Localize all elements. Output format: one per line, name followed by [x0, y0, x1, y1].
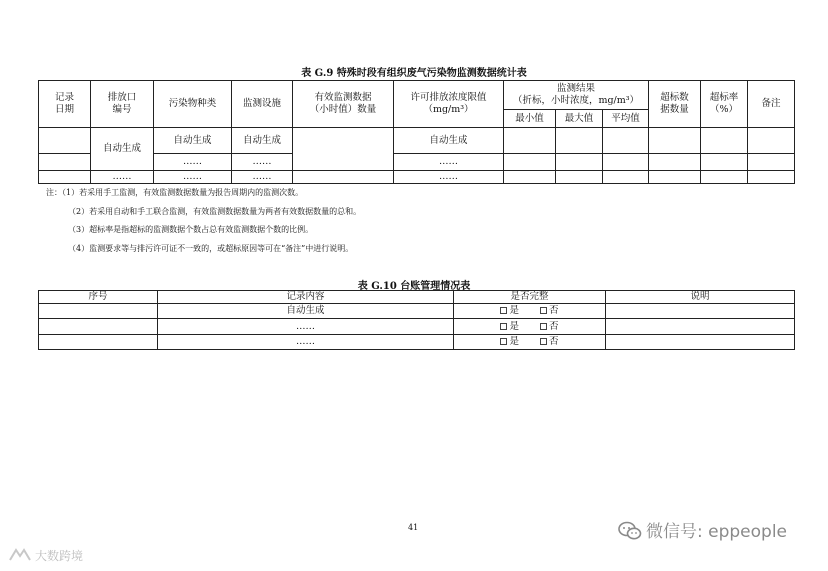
cell-complete: 是 否 [454, 319, 606, 335]
cell-pollutant: 自动生成 [154, 128, 232, 154]
table-g9-caption: 表 G.9 特殊时段有组织废气污染物监测数据统计表 [301, 68, 527, 79]
logo-icon [8, 548, 32, 562]
header-limit: 许可排放浓度限值 （mg/m³） [394, 81, 504, 128]
cell-content: 自动生成 [158, 304, 454, 319]
watermark-wechat: 微信号: eppeople [618, 517, 787, 542]
header-pollutant: 污染物种类 [154, 81, 232, 128]
header-result: 监测结果 （折标，小时浓度，mg/m³） [504, 81, 649, 110]
cell-outlet: 自动生成 [91, 128, 154, 171]
header-outlet: 排放口 编号 [91, 81, 154, 128]
yes-checkbox[interactable] [500, 323, 507, 330]
header-max: 最大值 [556, 110, 603, 128]
note-4: （4）监测要求等与排污许可证不一致的，或超标原因等可在“备注”中进行说明。 [68, 244, 354, 253]
table-row [39, 335, 795, 350]
yes-checkbox[interactable] [500, 338, 507, 345]
header-content: 记录内容 [158, 291, 454, 304]
wechat-icon [618, 521, 642, 541]
table-g10 [38, 290, 795, 350]
cell-content: …… [158, 319, 454, 335]
header-avg: 平均值 [603, 110, 649, 128]
header-remark: 备注 [748, 81, 795, 128]
note-1: 注：（1）若采用手工监测，有效监测数据数量为报告周期内的监测次数。 [46, 188, 304, 197]
cell-complete: 是 否 [454, 304, 606, 319]
note-2: （2）若采用自动和手工联合监测，有效监测数据数量为两者有效数据数量的总和。 [68, 207, 362, 216]
table-g9 [38, 80, 795, 184]
table-row: …… …… …… [39, 154, 795, 171]
header-record-date: 记录 日期 [39, 81, 91, 128]
note-3: （3）超标率是指超标的监测数据个数占总有效监测数据个数的比例。 [68, 225, 314, 234]
cell-content: …… [158, 335, 454, 350]
no-checkbox[interactable] [540, 338, 547, 345]
header-index: 序号 [39, 291, 158, 304]
header-complete: 是否完整 [454, 291, 606, 304]
no-checkbox[interactable] [540, 323, 547, 330]
header-facility: 监测设施 [232, 81, 293, 128]
page-number: 41 [408, 523, 419, 532]
table-g10-caption: 表 G.10 台账管理情况表 [357, 281, 471, 292]
cell-complete: 是 否 [454, 335, 606, 350]
cell-facility: 自动生成 [232, 128, 293, 154]
table-row [39, 319, 795, 335]
yes-checkbox[interactable] [500, 307, 507, 314]
table-row: …… …… …… …… [39, 171, 795, 184]
header-description: 说明 [606, 291, 795, 304]
header-over-count: 超标数 据数量 [649, 81, 701, 128]
header-valid-count: 有效监测数据 （小时值）数量 [293, 81, 394, 128]
watermark-left: 大数跨境 [8, 547, 83, 564]
header-over-rate: 超标率 （%） [701, 81, 748, 128]
table-row [39, 304, 795, 319]
table-row [39, 128, 795, 154]
cell-limit: 自动生成 [394, 128, 504, 154]
no-checkbox[interactable] [540, 307, 547, 314]
header-min: 最小值 [504, 110, 556, 128]
